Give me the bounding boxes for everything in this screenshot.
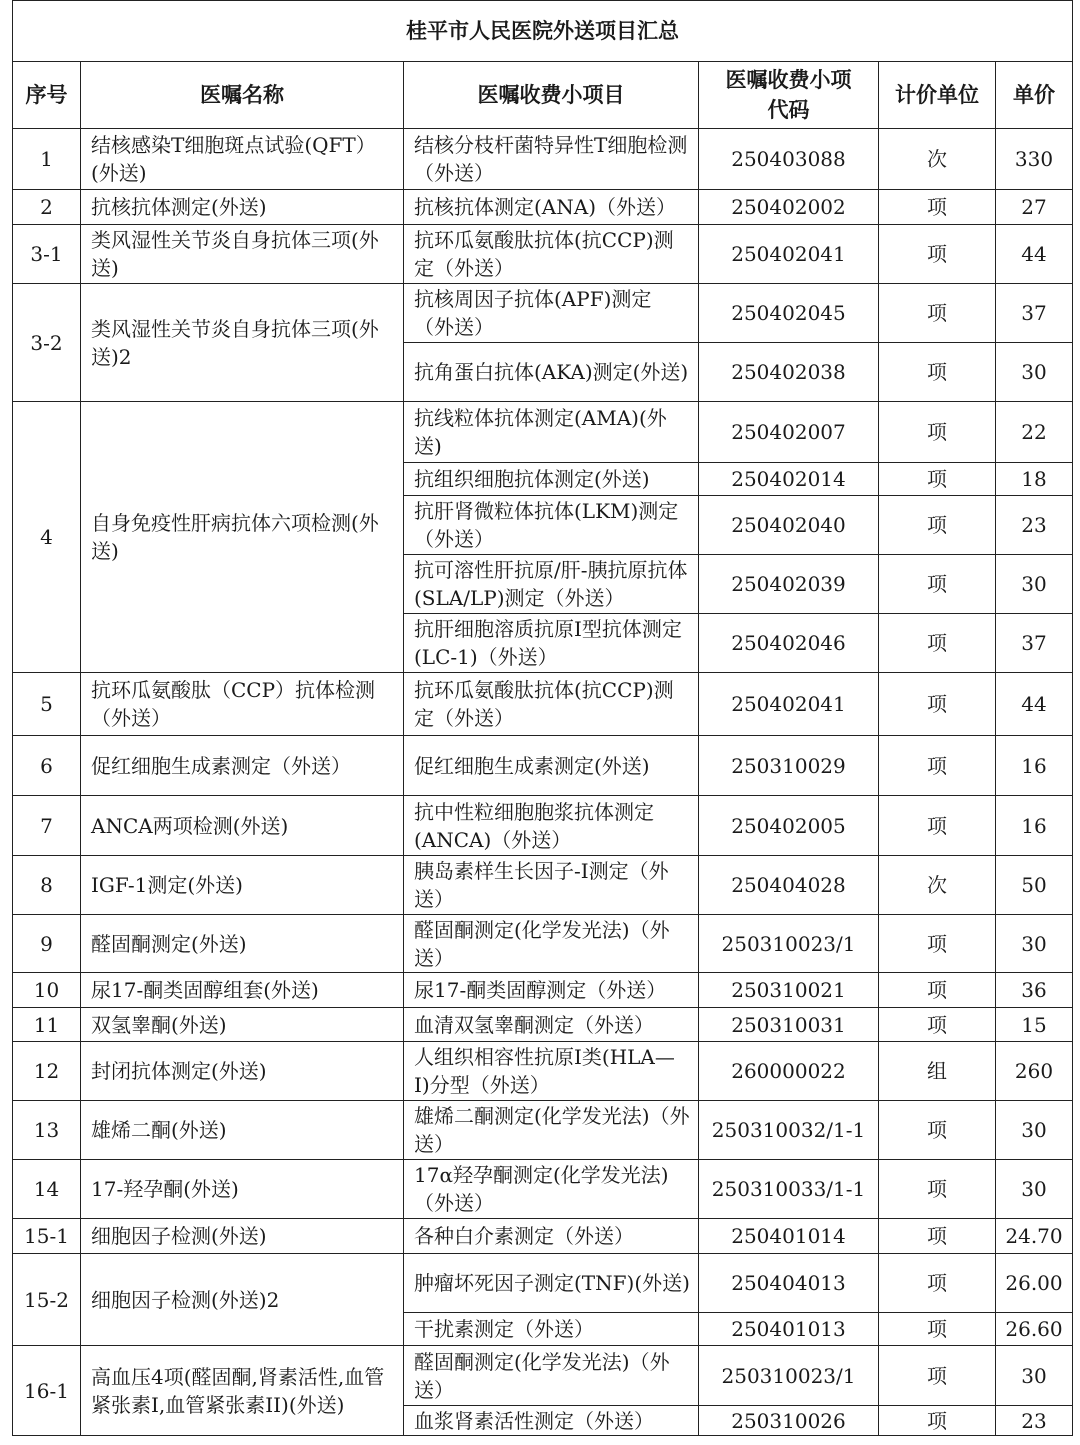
- cell-no: 1: [13, 129, 81, 190]
- cell-unit: 项: [879, 284, 996, 343]
- cell-unit: 项: [879, 673, 996, 736]
- cell-fee-item: 促红细胞生成素测定(外送): [404, 736, 699, 796]
- cell-order-name: 类风湿性关节炎自身抗体三项(外送)2: [81, 284, 404, 402]
- header-item: 医嘱收费小项目: [404, 62, 699, 129]
- cell-price: 260: [996, 1042, 1073, 1101]
- table-row: [13, 1346, 1073, 1406]
- cell-unit: 项: [879, 225, 996, 284]
- cell-unit: 次: [879, 129, 996, 190]
- cell-fee-item: 醛固酮测定(化学发光法)（外送）: [404, 915, 699, 973]
- header-name: 医嘱名称: [81, 62, 404, 129]
- cell-fee-code: 250310023/1: [699, 915, 879, 973]
- cell-fee-code: 250402007: [699, 402, 879, 463]
- cell-unit: 项: [879, 463, 996, 496]
- cell-unit: 项: [879, 402, 996, 463]
- cell-fee-code: 250402041: [699, 673, 879, 736]
- cell-fee-item: 抗肝肾微粒体抗体(LKM)测定（外送）: [404, 496, 699, 555]
- cell-price: 30: [996, 1160, 1073, 1219]
- cell-order-name: 细胞因子检测(外送): [81, 1219, 404, 1254]
- cell-price: 18: [996, 463, 1073, 496]
- cell-price: 16: [996, 736, 1073, 796]
- cell-unit: 项: [879, 736, 996, 796]
- cell-no: 15-2: [13, 1254, 81, 1346]
- table-row: [13, 225, 1073, 284]
- cell-order-name: 双氢睾酮(外送): [81, 1008, 404, 1042]
- cell-fee-item: 抗肝细胞溶质抗原Ⅰ型抗体测定(LC-1)（外送）: [404, 614, 699, 673]
- cell-fee-code: 250404028: [699, 856, 879, 915]
- cell-no: 6: [13, 736, 81, 796]
- cell-fee-code: 250310023/1: [699, 1346, 879, 1406]
- cell-price: 23: [996, 1406, 1073, 1436]
- cell-fee-code: 250401013: [699, 1313, 879, 1346]
- cell-price: 16: [996, 796, 1073, 856]
- cell-fee-item: 抗核抗体测定(ANA)（外送）: [404, 190, 699, 225]
- cell-fee-code: 250404013: [699, 1254, 879, 1313]
- cell-fee-code: 250310029: [699, 736, 879, 796]
- cell-order-name: 促红细胞生成素测定（外送）: [81, 736, 404, 796]
- cell-order-name: 抗核抗体测定(外送): [81, 190, 404, 225]
- cell-order-name: ANCA两项检测(外送): [81, 796, 404, 856]
- cell-order-name: 结核感染T细胞斑点试验(QFT）(外送): [81, 129, 404, 190]
- cell-no: 11: [13, 1008, 81, 1042]
- cell-fee-code: 250401014: [699, 1219, 879, 1254]
- table-body: [13, 129, 1073, 1436]
- cell-fee-item: 醛固酮测定(化学发光法)（外送）: [404, 1346, 699, 1406]
- table-row: [13, 1219, 1073, 1254]
- cell-order-name: 尿17-酮类固醇组套(外送): [81, 973, 404, 1008]
- cell-unit: 组: [879, 1042, 996, 1101]
- cell-fee-code: 260000022: [699, 1042, 879, 1101]
- cell-unit: 项: [879, 1008, 996, 1042]
- table-row: [13, 736, 1073, 796]
- table-row: [13, 402, 1073, 463]
- cell-fee-code: 250402039: [699, 555, 879, 614]
- cell-fee-code: 250402014: [699, 463, 879, 496]
- table-row: [13, 1160, 1073, 1219]
- cell-price: 23: [996, 496, 1073, 555]
- cell-price: 22: [996, 402, 1073, 463]
- cell-price: 24.70: [996, 1219, 1073, 1254]
- table-title: 桂平市人民医院外送项目汇总: [13, 1, 1073, 62]
- cell-fee-item: 抗角蛋白抗体(AKA)测定(外送): [404, 343, 699, 402]
- cell-price: 26.60: [996, 1313, 1073, 1346]
- cell-no: 5: [13, 673, 81, 736]
- cell-price: 50: [996, 856, 1073, 915]
- table-row: [13, 1254, 1073, 1313]
- header-price: 单价: [996, 62, 1073, 129]
- cell-unit: 项: [879, 1346, 996, 1406]
- cell-price: 44: [996, 673, 1073, 736]
- cell-unit: 项: [879, 973, 996, 1008]
- table-row: [13, 190, 1073, 225]
- header-row: [13, 62, 1073, 129]
- cell-order-name: 细胞因子检测(外送)2: [81, 1254, 404, 1346]
- cell-no: 16-1: [13, 1346, 81, 1436]
- cell-price: 15: [996, 1008, 1073, 1042]
- cell-no: 10: [13, 973, 81, 1008]
- cell-price: 44: [996, 225, 1073, 284]
- cell-fee-item: 血浆肾素活性测定（外送）: [404, 1406, 699, 1436]
- table-row: [13, 973, 1073, 1008]
- cell-fee-code: 250403088: [699, 129, 879, 190]
- cell-fee-code: 250310026: [699, 1406, 879, 1436]
- cell-fee-code: 250310021: [699, 973, 879, 1008]
- cell-fee-code: 250402038: [699, 343, 879, 402]
- table-row: [13, 1008, 1073, 1042]
- cell-no: 2: [13, 190, 81, 225]
- cell-order-name: 抗环瓜氨酸肽（CCP）抗体检测（外送）: [81, 673, 404, 736]
- cell-fee-code: 250402041: [699, 225, 879, 284]
- cell-no: 12: [13, 1042, 81, 1101]
- cell-fee-item: 血清双氢睾酮测定（外送）: [404, 1008, 699, 1042]
- table-row: [13, 284, 1073, 343]
- cell-order-name: 类风湿性关节炎自身抗体三项(外送): [81, 225, 404, 284]
- cell-unit: 项: [879, 1254, 996, 1313]
- cell-no: 13: [13, 1101, 81, 1160]
- cell-order-name: 醛固酮测定(外送): [81, 915, 404, 973]
- cell-order-name: 高血压4项(醛固酮,肾素活性,血管紧张素I,血管紧张素II)(外送): [81, 1346, 404, 1436]
- cell-unit: 项: [879, 796, 996, 856]
- cell-fee-item: 抗组织细胞抗体测定(外送): [404, 463, 699, 496]
- cell-order-name: IGF-1测定(外送): [81, 856, 404, 915]
- cell-price: 36: [996, 973, 1073, 1008]
- table-row: [13, 856, 1073, 915]
- cell-fee-code: 250402045: [699, 284, 879, 343]
- cell-no: 3-2: [13, 284, 81, 402]
- cell-fee-item: 人组织相容性抗原Ⅰ类(HLA—Ⅰ)分型（外送）: [404, 1042, 699, 1101]
- cell-no: 7: [13, 796, 81, 856]
- table-row: [13, 673, 1073, 736]
- cell-fee-code: 250402005: [699, 796, 879, 856]
- cell-price: 30: [996, 1101, 1073, 1160]
- table-row: [13, 129, 1073, 190]
- cell-fee-code: 250402002: [699, 190, 879, 225]
- cell-order-name: 17-羟孕酮(外送): [81, 1160, 404, 1219]
- cell-fee-code: 250310031: [699, 1008, 879, 1042]
- cell-unit: 项: [879, 1406, 996, 1436]
- cell-fee-item: 尿17-酮类固醇测定（外送）: [404, 973, 699, 1008]
- cell-no: 3-1: [13, 225, 81, 284]
- cell-fee-item: 17α羟孕酮测定(化学发光法)（外送）: [404, 1160, 699, 1219]
- cell-unit: 项: [879, 190, 996, 225]
- cell-price: 30: [996, 915, 1073, 973]
- cell-fee-item: 抗核周因子抗体(APF)测定（外送）: [404, 284, 699, 343]
- cell-no: 15-1: [13, 1219, 81, 1254]
- cell-fee-item: 各种白介素测定（外送）: [404, 1219, 699, 1254]
- cell-price: 30: [996, 1346, 1073, 1406]
- cell-no: 9: [13, 915, 81, 973]
- cell-fee-item: 肿瘤坏死因子测定(TNF)(外送): [404, 1254, 699, 1313]
- cell-unit: 项: [879, 343, 996, 402]
- cell-fee-item: 胰岛素样生长因子-Ⅰ测定（外送）: [404, 856, 699, 915]
- cell-price: 27: [996, 190, 1073, 225]
- cell-unit: 项: [879, 1219, 996, 1254]
- cell-unit: 次: [879, 856, 996, 915]
- cell-fee-item: 干扰素测定（外送）: [404, 1313, 699, 1346]
- table-row: [13, 1042, 1073, 1101]
- cell-fee-code: 250310033/1-1: [699, 1160, 879, 1219]
- fee-summary-sheet: [12, 0, 1072, 1436]
- cell-fee-item: 结核分枝杆菌特异性T细胞检测（外送）: [404, 129, 699, 190]
- cell-no: 4: [13, 402, 81, 673]
- cell-price: 26.00: [996, 1254, 1073, 1313]
- cell-fee-item: 抗可溶性肝抗原/肝-胰抗原抗体(SLA/LP)测定（外送）: [404, 555, 699, 614]
- cell-no: 8: [13, 856, 81, 915]
- cell-unit: 项: [879, 1101, 996, 1160]
- cell-price: 330: [996, 129, 1073, 190]
- header-code: 医嘱收费小项代码: [699, 62, 879, 129]
- cell-price: 30: [996, 343, 1073, 402]
- cell-fee-item: 雄烯二酮测定(化学发光法)（外送）: [404, 1101, 699, 1160]
- cell-unit: 项: [879, 1313, 996, 1346]
- cell-no: 14: [13, 1160, 81, 1219]
- cell-price: 37: [996, 284, 1073, 343]
- cell-order-name: 自身免疫性肝病抗体六项检测(外送): [81, 402, 404, 673]
- cell-price: 30: [996, 555, 1073, 614]
- table-row: [13, 915, 1073, 973]
- cell-unit: 项: [879, 1160, 996, 1219]
- header-unit: 计价单位: [879, 62, 996, 129]
- table-row: [13, 796, 1073, 856]
- cell-unit: 项: [879, 614, 996, 673]
- cell-fee-item: 抗线粒体抗体测定(AMA)(外送): [404, 402, 699, 463]
- cell-order-name: 封闭抗体测定(外送): [81, 1042, 404, 1101]
- cell-order-name: 雄烯二酮(外送): [81, 1101, 404, 1160]
- cell-unit: 项: [879, 496, 996, 555]
- outsourced-items-table: [12, 0, 1073, 1436]
- cell-fee-item: 抗环瓜氨酸肽抗体(抗CCP)测定（外送）: [404, 673, 699, 736]
- cell-fee-code: 250402040: [699, 496, 879, 555]
- cell-unit: 项: [879, 915, 996, 973]
- table-row: [13, 1101, 1073, 1160]
- cell-price: 37: [996, 614, 1073, 673]
- cell-unit: 项: [879, 555, 996, 614]
- cell-fee-code: 250310032/1-1: [699, 1101, 879, 1160]
- cell-fee-code: 250402046: [699, 614, 879, 673]
- header-no: 序号: [13, 62, 81, 129]
- cell-fee-item: 抗中性粒细胞胞浆抗体测定(ANCA)（外送）: [404, 796, 699, 856]
- cell-fee-item: 抗环瓜氨酸肽抗体(抗CCP)测定（外送）: [404, 225, 699, 284]
